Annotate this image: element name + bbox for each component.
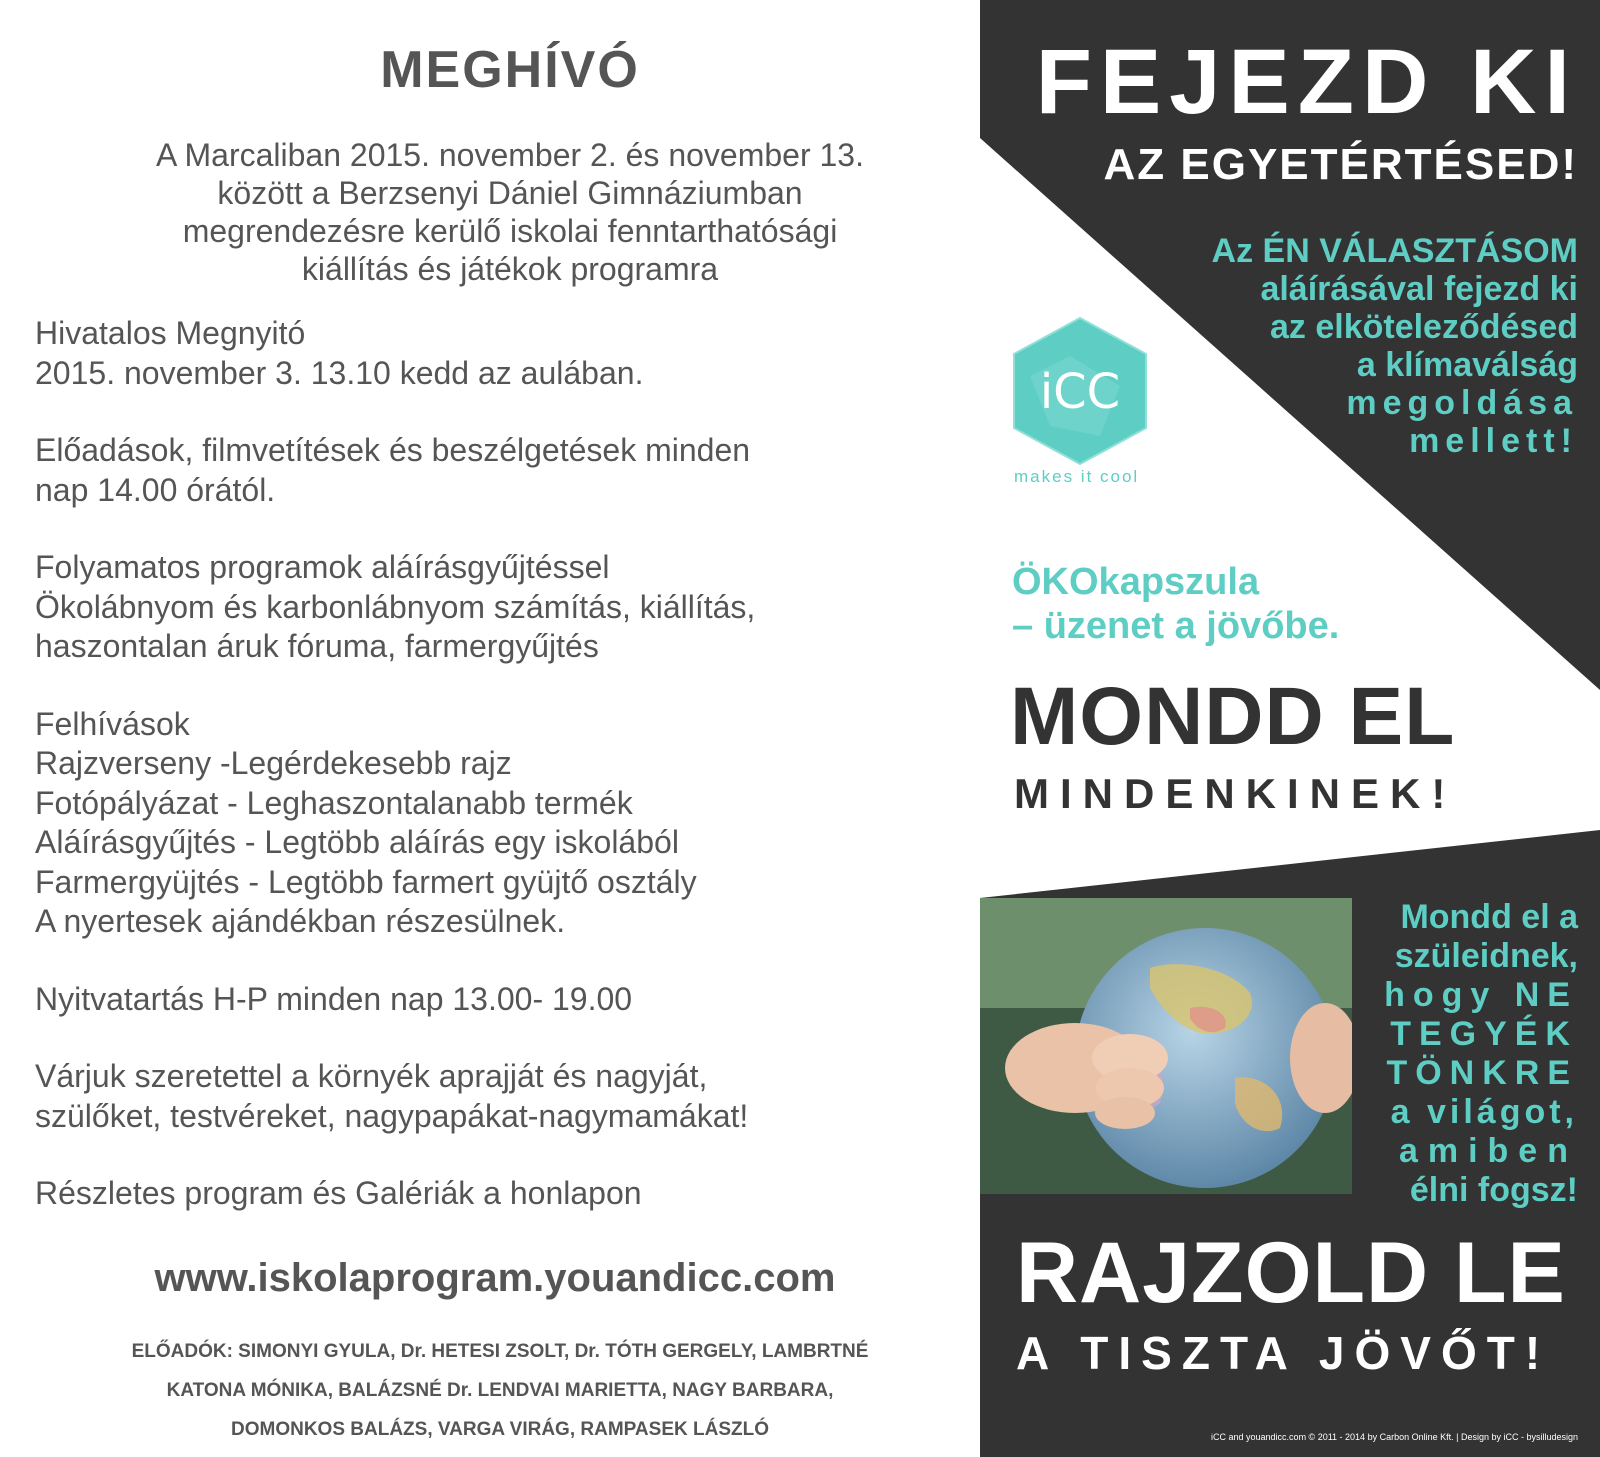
subline-tiszta-jovot: A TISZTA JÖVŐT! (1016, 1327, 1551, 1379)
logo-tagline: makes it cool (1014, 467, 1140, 486)
block-line: haszontalan áruk fóruma, farmergyűjtés (35, 628, 599, 664)
message-line: élni fogsz! (1409, 1171, 1578, 1209)
headline-mondd-el: MONDD EL (1010, 671, 1456, 762)
message-line: TEGYÉK (1390, 1015, 1578, 1053)
message-line: a klímaválság (1356, 346, 1578, 384)
message-line: a világot, (1390, 1093, 1578, 1131)
invitation-title: MEGHÍVÓ (380, 41, 640, 99)
intro-line: között a Berzsenyi Dániel Gimnáziumban (217, 175, 803, 211)
intro-line: kiállítás és játékok programra (301, 251, 719, 287)
message-line: szüleidnek, (1394, 937, 1578, 975)
block-line: Felhívások (35, 705, 190, 742)
poster-panel (980, 0, 1600, 1457)
subline-egyetertesed: AZ EGYETÉRTÉSED! (1103, 140, 1578, 189)
oko-line: – üzenet a jövőbe. (1012, 605, 1340, 647)
block-line: A nyertesek ajándékban részesülnek. (35, 903, 566, 939)
icc-logo (1010, 316, 1150, 466)
oko-line: ÖKOkapszula (1012, 561, 1260, 603)
block-line: szülőket, testvéreket, nagypapákat-nagymamákat! (35, 1097, 749, 1134)
program-details (35, 314, 995, 1252)
speakers-list (0, 1332, 1000, 1449)
block-line: Hivatalos Megnyitó (35, 315, 306, 351)
block-line: Részletes program és Galériák a honlapon (35, 1175, 642, 1211)
intro-line: megrendezésre kerülő iskolai fenntarthatósági (182, 213, 838, 249)
copyright-notice: iCC and youandicc.com © 2011 - 2014 by Carbon Online Kft. | Design by iCC - bysilludesign (1211, 1432, 1578, 1442)
message-line: amiben (1398, 1132, 1578, 1170)
website-link[interactable]: www.iskolaprogram.youandicc.com (154, 1256, 836, 1300)
competitions-block (35, 705, 995, 942)
signature-message (1212, 232, 1578, 460)
block-line: Aláírásgyűjtés - Legtöbb aláírás egy iskolából (35, 824, 679, 860)
logo-text: iCC (1039, 364, 1121, 420)
message-line: az elköteleződésed (1269, 308, 1578, 346)
message-line: mellett! (1409, 422, 1578, 460)
headline-fejezd-ki: FEJEZD KI (1035, 31, 1578, 133)
message-line: Az ÉN VÁLASZTÁSOM (1211, 232, 1578, 270)
message-line: hogy NE (1384, 976, 1578, 1014)
message-line: Mondd el a (1400, 898, 1578, 936)
block-line: Előadások, filmvetítések és beszélgetések minden (35, 432, 751, 468)
block-line: Ökolábnyom és karbonlábnyom számítás, kiállítás, (35, 588, 756, 625)
speakers-line: KATONA MÓNIKA, BALÁZSNÉ Dr. LENDVAI MARIETTA, NAGY BARBARA, (166, 1380, 834, 1401)
parents-message (1384, 898, 1578, 1210)
block-line: Rajzverseny -Legérdekesebb rajz (35, 745, 512, 781)
block-line: Várjuk szeretettel a környék aprajját és nagyját, (35, 1058, 708, 1094)
oko-capsule-text (1012, 560, 1339, 648)
details-block (35, 1174, 995, 1214)
speakers-line: DOMONKOS BALÁZS, VARGA VIRÁG, RAMPASEK LÁSZLÓ (231, 1419, 769, 1440)
globe-hands-photo (980, 898, 1352, 1194)
block-line: Folyamatos programok aláírásgyűjtéssel (35, 549, 610, 585)
block-line: Farmergyüjtés - Legtöbb farmert gyüjtő osztály (35, 863, 697, 900)
block-line: 2015. november 3. 13.10 kedd az aulában. (35, 354, 644, 391)
subline-mindenkinek: MINDENKINEK! (1014, 770, 1457, 817)
message-line: megoldása (1346, 384, 1578, 422)
block-line: nap 14.00 órától. (35, 471, 276, 508)
message-line: aláírásával fejezd ki (1260, 270, 1578, 308)
ongoing-programs-block (35, 548, 995, 667)
opening-block (35, 314, 995, 393)
headline-rajzold-le: RAJZOLD LE (1016, 1225, 1566, 1321)
invitation-intro (30, 136, 990, 288)
opening-hours-block (35, 980, 995, 1020)
intro-line: A Marcaliban 2015. november 2. és november 13. (156, 137, 864, 173)
block-line: Nyitvatartás H-P minden nap 13.00- 19.00 (35, 980, 633, 1017)
block-line: Fotópályázat - Leghaszontalanabb termék (35, 784, 633, 821)
speakers-line: ELŐADÓK: SIMONYI GYULA, Dr. HETESI ZSOLT, Dr. TÓTH GERGELY, LAMBRTNÉ (131, 1341, 869, 1362)
message-line: TÖNKRE (1386, 1054, 1578, 1092)
welcome-block (35, 1057, 995, 1136)
lectures-block (35, 431, 995, 510)
